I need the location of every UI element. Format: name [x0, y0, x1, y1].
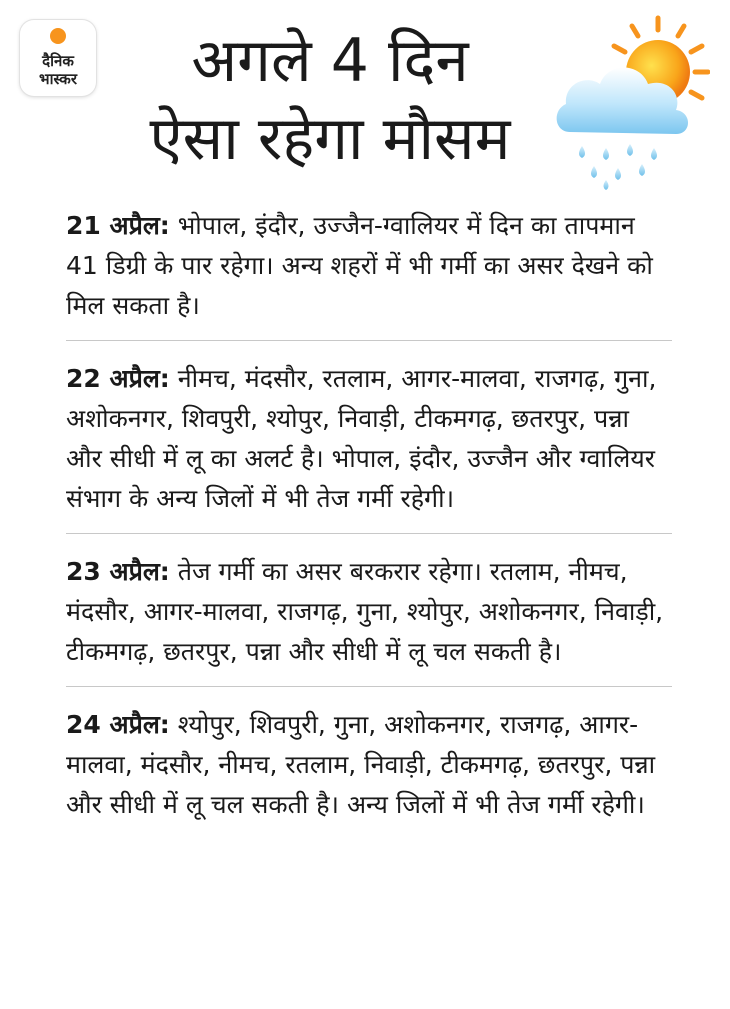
forecast-date: 23 अप्रैल: [66, 557, 170, 586]
forecast-date: 22 अप्रैल: [66, 364, 170, 393]
forecast-text: तेज गर्मी का असर बरकरार रहेगा। रतलाम, नीमच, मंदसौर, आगर-मालवा, राजगढ़, गुना, श्योपुर, अशोकनगर, निवाड़ी, टीकमगढ़, छतरपुर, पन्ना और सीधी में लू चल सकती है। [66, 557, 664, 666]
forecast-paragraph [66, 206, 672, 326]
forecast-list [66, 206, 672, 857]
forecast-text: भोपाल, इंदौर, उज्जैन-ग्वालियर में दिन का तापमान 41 डिग्री के पार रहेगा। अन्य शहरों में भी गर्मी का असर देखने को मिल सकता है। [66, 211, 653, 320]
sun-cloud-rain-icon [548, 14, 710, 192]
logo-line2: भास्कर [39, 70, 77, 88]
page-title-line2: ऐसा रहेगा मौसम [149, 104, 511, 174]
forecast-day-22 [66, 359, 672, 534]
forecast-day-21 [66, 206, 672, 341]
logo-line1: दैनिक [42, 52, 74, 70]
forecast-text: श्योपुर, शिवपुरी, गुना, अशोकनगर, राजगढ़, आगर-मालवा, मंदसौर, नीमच, रतलाम, निवाड़ी, टीकमगढ़, छतरपुर, पन्ना और सीधी में लू चल सकती है। अन्य जिलों में भी तेज गर्मी रहेगी। [66, 710, 656, 819]
forecast-paragraph [66, 705, 672, 825]
logo-sun-icon [50, 28, 66, 44]
forecast-paragraph [66, 359, 672, 519]
dainik-bhaskar-logo [20, 20, 96, 96]
forecast-day-23 [66, 552, 672, 687]
forecast-day-24 [66, 705, 672, 839]
forecast-paragraph [66, 552, 672, 672]
forecast-date: 21 अप्रैल: [66, 211, 170, 240]
page-title-line1: अगले 4 दिन [191, 26, 469, 96]
forecast-text: नीमच, मंदसौर, रतलाम, आगर-मालवा, राजगढ़, गुना, अशोकनगर, शिवपुरी, श्योपुर, निवाड़ी, टीकमगढ़, छतरपुर, पन्ना और सीधी में लू का अलर्ट है। भोपाल, इंदौर, उज्जैन और ग्वालियर संभाग के अन्य जिलों में भी तेज गर्मी रहेगी। [66, 364, 657, 513]
forecast-date: 24 अप्रैल: [66, 710, 170, 739]
